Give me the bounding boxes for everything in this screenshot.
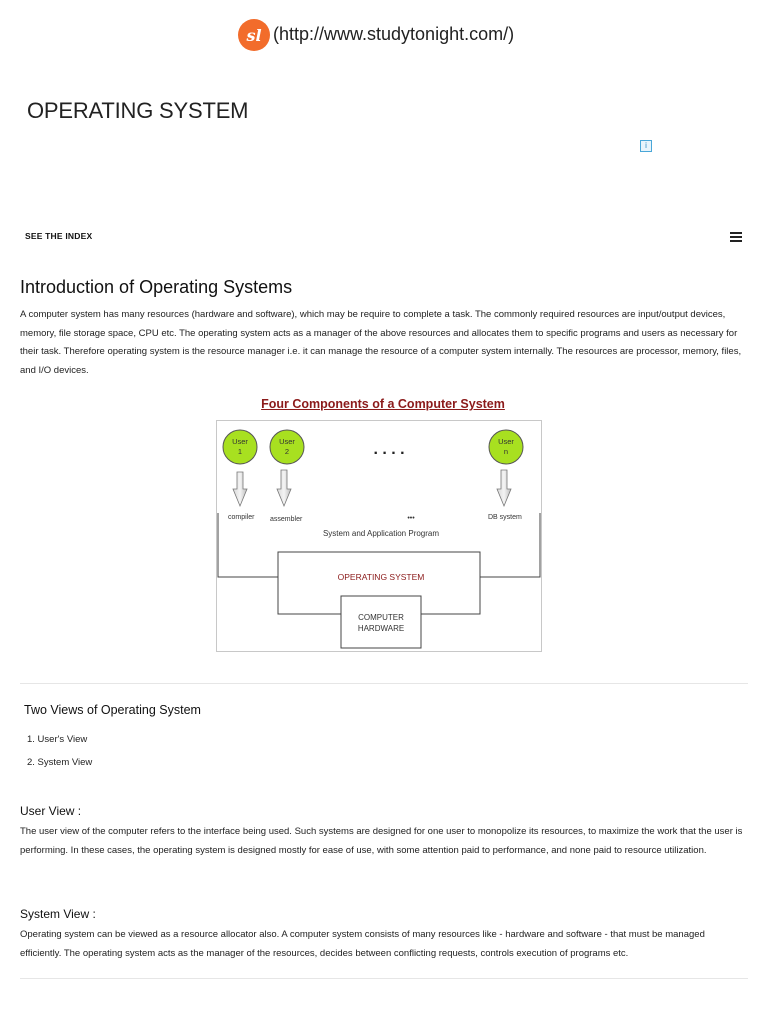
ad-info-icon[interactable]: i	[640, 140, 652, 152]
menu-bar	[730, 236, 742, 238]
arrow-user-1	[233, 472, 247, 506]
section-divider	[20, 978, 748, 979]
system-application-label: System and Application Program	[322, 529, 440, 538]
hardware-label-line1: COMPUTER	[358, 613, 404, 622]
system-application-layer	[218, 513, 540, 577]
arrow-user-2	[277, 470, 291, 506]
menu-bar	[730, 232, 742, 234]
section-divider	[20, 683, 748, 684]
system-view-paragraph: Operating system can be viewed as a resource allocator also. A computer system consists of many resources like - hardware and software - that must be managed efficiently. The operating system acts as the manager of the resources, decides between conflicting requests, controls execution of programs etc.	[20, 929, 705, 959]
user-number: n	[503, 447, 509, 456]
page-title: OPERATING SYSTEM	[27, 98, 249, 123]
program-ellipsis: •••	[407, 515, 415, 522]
hardware-label-line2: HARDWARE	[357, 624, 405, 633]
intro-heading: Introduction of Operating Systems	[20, 277, 293, 297]
user-node-n	[489, 430, 523, 464]
intro-paragraph: A computer system has many resources (hardware and software), which may be require to complete a task. The commonly required resources are input/output devices, memory, file storage space, CPU etc. The operating system acts as a manager of the above resources and allocates them to specific programs and users as necessary for their task. Therefore operating system is the resource manager i.e. it can manage the resource of a computer system internally. The resources are processor, memory, files, and I/O devices.	[20, 309, 742, 376]
diagram-svg	[217, 421, 541, 651]
program-compiler: compiler	[228, 514, 255, 521]
site-url-link[interactable]: (http://www.studytonight.com/)	[273, 24, 515, 44]
user-label: User	[232, 437, 248, 446]
user-number: 1	[237, 447, 243, 456]
menu-bar	[730, 240, 742, 242]
arrow-user-n	[497, 470, 511, 506]
user-view-heading: User View :	[20, 804, 82, 818]
user-number: 2	[284, 447, 290, 456]
system-view-heading: System View :	[20, 907, 96, 921]
computer-system-diagram	[216, 420, 542, 652]
users-ellipsis: . . . .	[373, 441, 405, 458]
figure-caption: Four Components of a Computer System	[261, 397, 505, 411]
program-db-system: DB system	[488, 514, 522, 521]
program-assembler: assembler	[270, 516, 303, 523]
user-view-paragraph: The user view of the computer refers to the interface being used. Such systems are designed for one user to monopolize its resources, to maximize the work that the user is performing. In these cases, the operating system is designed mostly for ease of use, with some attention paid to performance, and none paid to resource utilization.	[20, 826, 743, 856]
studytonight-logo[interactable]: sl	[238, 19, 270, 51]
two-views-heading: Two Views of Operating System	[24, 703, 201, 717]
views-list	[27, 733, 92, 779]
list-item: 2. System View	[27, 757, 93, 768]
computer-hardware-box	[341, 596, 421, 648]
user-node-2	[270, 430, 304, 464]
see-the-index-link[interactable]: SEE THE INDEX	[25, 231, 93, 241]
hamburger-menu-icon[interactable]	[730, 232, 742, 242]
operating-system-label: OPERATING SYSTEM	[337, 572, 425, 582]
user-node-1	[223, 430, 257, 464]
user-label: User	[498, 437, 514, 446]
user-label: User	[279, 437, 295, 446]
list-item: 1. User's View	[27, 734, 88, 745]
